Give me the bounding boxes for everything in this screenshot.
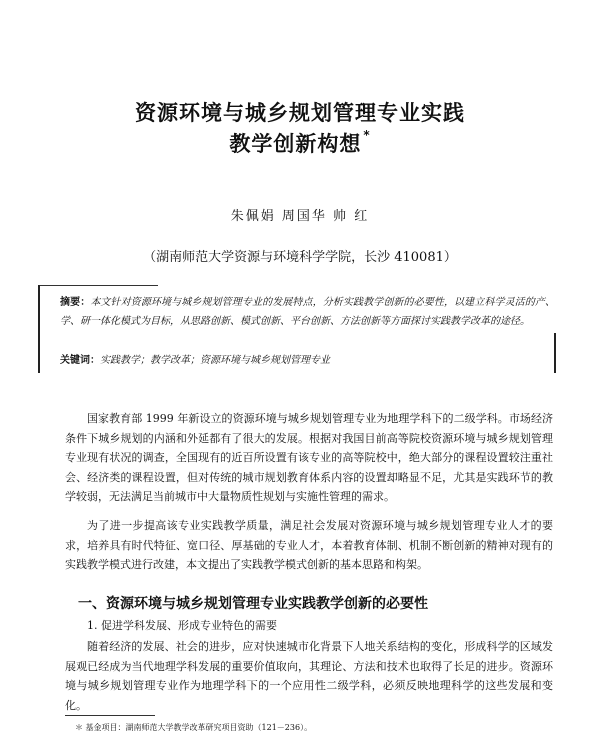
body-paragraph-1: 国家教育部 1999 年新设立的资源环境与城乡规划管理专业为地理学科下的二级学科。市场经济条件下城乡规划的内涵和外延都有了很大的发展。根据对我国目前高等院校资源环境与城乡规划管理专业现有状况的调查，全国现有的近百所设置有该专业的高等院校中，绝大部分的课程设置较注重社会、经济类的课程设置，但对传统的城市规划教育体系内容的设置却略显不足，尤其是实践环节的教学较弱，无法满足当前城市中大量物质性规划与实施性管理的需求。 xyxy=(65,412,553,503)
section-heading-1: 一、资源环境与城乡规划管理专业实践教学创新的必要性 xyxy=(78,596,428,612)
keywords-label: 关键词： xyxy=(60,355,100,366)
author-list: 朱佩娟 周国华 帅 红 xyxy=(230,209,370,224)
footnote: ＊ 基金项目：湖南师范大学教学改革研究项目资助（121－236）。 xyxy=(75,723,313,732)
subsection-heading-1: 1. 促进学科发展、形成专业特色的需要 xyxy=(87,619,277,632)
title-footnote-mark: * xyxy=(363,128,371,142)
abstract-label: 摘要： xyxy=(60,297,91,308)
keywords xyxy=(60,351,555,366)
abstract-bracket-top xyxy=(38,285,158,286)
keywords-text: 实践教学；教学改革；资源环境与城乡规划管理专业 xyxy=(100,355,330,366)
abstract-block xyxy=(38,285,556,373)
abstract-bracket-left xyxy=(38,285,43,373)
body-paragraph-3: 随着经济的发展、社会的进步，应对快速城市化背景下人地关系结构的变化，形成科学的区域发展观已经成为当代地理学科发展的重要价值取向，其理论、方法和技术也取得了长足的进步。资源环境与城乡规划管理专业作为地理学科下的一个应用性二级学科，必须反映地理科学的这些发展和变化。 xyxy=(65,640,553,712)
abstract-body: 本文针对资源环境与城乡规划管理专业的发展特点，分析实践教学创新的必要性，以建立科学灵活的产、学、研一体化模式为目标，从思路创新、模式创新、平台创新、方法创新等方面探讨实践教学改革的途径。 xyxy=(60,297,555,327)
paper-title-line-1: 资源环境与城乡规划管理专业实践 xyxy=(135,101,465,125)
body-paragraph-2: 为了进一步提高该专业实践教学质量，满足社会发展对资源环境与城乡规划管理专业人才的要求，培养具有时代特征、宽口径、厚基础的专业人才，本着教育体制、机制不断创新的精神对现有的实践教学模式进行改建，本文提出了实践教学模式创新的基本思路和构架。 xyxy=(65,519,553,571)
paper-title-line-2: 教学创新构想 * xyxy=(229,128,371,156)
footnote-rule xyxy=(65,715,155,716)
affiliation: （湖南师范大学资源与环境科学学院，长沙 410081） xyxy=(143,250,457,265)
abstract-text xyxy=(60,293,555,331)
